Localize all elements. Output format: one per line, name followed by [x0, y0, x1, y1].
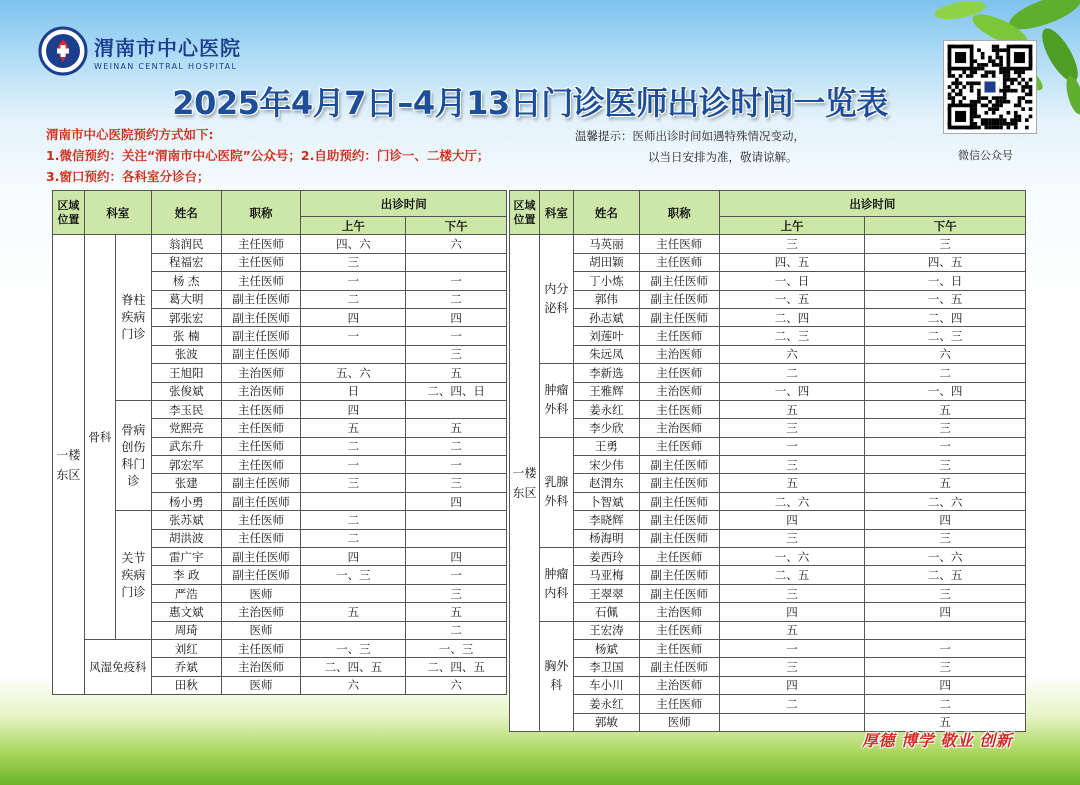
morning-schedule: 日 — [301, 382, 406, 400]
subspecialty-cell: 骨病创伤科门诊 — [115, 400, 151, 510]
doctor-title: 主任医师 — [639, 235, 719, 253]
area-cell: 一楼东区 — [53, 235, 85, 695]
morning-schedule: 三 — [719, 584, 865, 602]
header-time: 出诊时间 — [719, 191, 1025, 217]
doctor-name: 刘莲叶 — [573, 327, 639, 345]
morning-schedule: 一、三 — [301, 639, 406, 657]
appointment-info — [46, 124, 489, 187]
morning-schedule: 二 — [301, 437, 406, 455]
table-row — [510, 603, 1026, 621]
table-row — [510, 676, 1026, 694]
qr-code-label: 微信公众号 — [958, 149, 1013, 162]
morning-schedule: 二、六 — [719, 492, 865, 510]
doctor-title: 主治医师 — [639, 345, 719, 363]
doctor-name: 杨小勇 — [151, 492, 221, 510]
afternoon-schedule: 五 — [865, 713, 1026, 731]
schedule-table-right — [509, 190, 1026, 732]
table-row — [510, 235, 1026, 253]
doctor-name: 郭伟 — [573, 290, 639, 308]
table-row — [510, 345, 1026, 363]
afternoon-schedule: 三 — [865, 658, 1026, 676]
header-dept: 科室 — [539, 191, 573, 235]
morning-schedule: 二 — [301, 511, 406, 529]
morning-schedule: 二、四、五 — [301, 658, 406, 676]
doctor-name: 张俊斌 — [151, 382, 221, 400]
afternoon-schedule: 三 — [865, 235, 1026, 253]
doctor-name: 葛大明 — [151, 290, 221, 308]
table-row — [510, 253, 1026, 271]
dept-cell: 乳腺外科 — [539, 437, 573, 547]
afternoon-schedule: 一、六 — [865, 548, 1026, 566]
doctor-name: 程福宏 — [151, 253, 221, 271]
doctor-name: 石佩 — [573, 603, 639, 621]
header-time: 出诊时间 — [301, 191, 507, 217]
header-title: 职称 — [221, 191, 301, 235]
doctor-title: 主任医师 — [221, 272, 301, 290]
dept-cell: 风湿免疫科 — [84, 639, 151, 694]
doctor-title: 副主任医师 — [639, 511, 719, 529]
area-cell: 一楼东区 — [510, 235, 540, 732]
morning-schedule: 二 — [301, 529, 406, 547]
doctor-title: 主治医师 — [639, 676, 719, 694]
table-row — [510, 474, 1026, 492]
doctor-title: 主任医师 — [639, 364, 719, 382]
doctor-title: 主任医师 — [639, 695, 719, 713]
afternoon-schedule: 一 — [406, 566, 507, 584]
morning-schedule: 五、六 — [301, 364, 406, 382]
afternoon-schedule: 五 — [865, 400, 1026, 418]
doctor-title: 主任医师 — [221, 529, 301, 547]
table-row — [510, 382, 1026, 400]
header-name: 姓名 — [573, 191, 639, 235]
morning-schedule: 五 — [719, 474, 865, 492]
doctor-title: 副主任医师 — [639, 566, 719, 584]
morning-schedule: 五 — [301, 603, 406, 621]
table-row — [510, 695, 1026, 713]
morning-schedule: 二、三 — [719, 327, 865, 345]
table-row — [510, 621, 1026, 639]
morning-schedule: 二 — [719, 695, 865, 713]
doctor-name: 张建 — [151, 474, 221, 492]
morning-schedule — [301, 492, 406, 510]
morning-schedule: 一 — [301, 272, 406, 290]
dept-cell: 肿瘤外科 — [539, 364, 573, 438]
doctor-title: 主治医师 — [221, 382, 301, 400]
doctor-title: 主治医师 — [639, 382, 719, 400]
morning-schedule: 四 — [719, 511, 865, 529]
table-row — [510, 308, 1026, 326]
afternoon-schedule: 二 — [865, 364, 1026, 382]
notice-line-2: 以当日安排为准，敬请谅解。 — [648, 150, 798, 164]
afternoon-schedule: 五 — [406, 364, 507, 382]
notice — [575, 126, 805, 168]
doctor-title: 副主任医师 — [639, 492, 719, 510]
afternoon-schedule: 二、三 — [865, 327, 1026, 345]
doctor-title: 主任医师 — [221, 639, 301, 657]
morning-schedule: 一、日 — [719, 272, 865, 290]
doctor-name: 胡洪波 — [151, 529, 221, 547]
appointment-line-2: 3.窗口预约：各科室分诊台； — [46, 169, 210, 184]
doctor-title: 主任医师 — [221, 235, 301, 253]
doctor-title: 主任医师 — [639, 253, 719, 271]
doctor-name: 卜智斌 — [573, 492, 639, 510]
doctor-name: 李卫国 — [573, 658, 639, 676]
doctor-title: 副主任医师 — [221, 308, 301, 326]
table-row — [53, 235, 507, 253]
doctor-title: 主任医师 — [639, 621, 719, 639]
doctor-name: 武东升 — [151, 437, 221, 455]
table-row — [510, 364, 1026, 382]
table-row — [510, 566, 1026, 584]
morning-schedule: 一 — [719, 437, 865, 455]
morning-schedule: 四 — [301, 548, 406, 566]
doctor-name: 姜永红 — [573, 400, 639, 418]
doctor-title: 副主任医师 — [639, 658, 719, 676]
header-am: 上午 — [301, 217, 406, 235]
subspecialty-cell: 关节疾病门诊 — [115, 511, 151, 640]
morning-schedule: 四 — [719, 603, 865, 621]
morning-schedule: 二、五 — [719, 566, 865, 584]
morning-schedule: 一、五 — [719, 290, 865, 308]
morning-schedule: 三 — [719, 419, 865, 437]
doctor-name: 党熙亮 — [151, 419, 221, 437]
appointment-line-1: 1.微信预约：关注“渭南市中心医院”公众号；2.自助预约：门诊一、二楼大厅； — [46, 148, 490, 163]
afternoon-schedule: 一 — [406, 327, 507, 345]
table-row — [510, 327, 1026, 345]
doctor-name: 朱远凤 — [573, 345, 639, 363]
doctor-title: 副主任医师 — [639, 584, 719, 602]
doctor-title: 主任医师 — [221, 437, 301, 455]
morning-schedule — [301, 584, 406, 602]
afternoon-schedule: 一、五 — [865, 290, 1026, 308]
doctor-name: 乔斌 — [151, 658, 221, 676]
doctor-title: 副主任医师 — [639, 529, 719, 547]
doctor-name: 车小川 — [573, 676, 639, 694]
schedule-table-left — [52, 190, 507, 695]
table-row — [53, 639, 507, 657]
doctor-name: 杨 杰 — [151, 272, 221, 290]
table-row — [510, 437, 1026, 455]
afternoon-schedule: 一 — [865, 639, 1026, 657]
afternoon-schedule: 六 — [406, 235, 507, 253]
doctor-name: 郭敏 — [573, 713, 639, 731]
doctor-name: 马亚梅 — [573, 566, 639, 584]
afternoon-schedule: 一、三 — [406, 639, 507, 657]
header-pm: 下午 — [865, 217, 1026, 235]
subspecialty-cell: 脊柱疾病门诊 — [115, 235, 151, 401]
doctor-name: 张波 — [151, 345, 221, 363]
afternoon-schedule: 四 — [406, 548, 507, 566]
header-area: 区域位置 — [53, 191, 85, 235]
morning-schedule: 一 — [301, 456, 406, 474]
doctor-name: 李晓辉 — [573, 511, 639, 529]
doctor-title: 主任医师 — [221, 400, 301, 418]
doctor-name: 宋少伟 — [573, 456, 639, 474]
afternoon-schedule: 二 — [406, 290, 507, 308]
morning-schedule: 三 — [719, 529, 865, 547]
morning-schedule: 四、五 — [719, 253, 865, 271]
doctor-title: 副主任医师 — [221, 327, 301, 345]
morning-schedule: 二、四 — [719, 308, 865, 326]
afternoon-schedule: 三 — [865, 584, 1026, 602]
doctor-title: 主任医师 — [639, 548, 719, 566]
doctor-title: 副主任医师 — [221, 492, 301, 510]
morning-schedule: 五 — [719, 621, 865, 639]
doctor-title: 副主任医师 — [639, 456, 719, 474]
doctor-name: 惠文斌 — [151, 603, 221, 621]
afternoon-schedule: 四 — [865, 603, 1026, 621]
table-row — [510, 548, 1026, 566]
morning-schedule: 一、四 — [719, 382, 865, 400]
doctor-name: 张苏斌 — [151, 511, 221, 529]
table-row — [510, 492, 1026, 510]
doctor-title: 主治医师 — [221, 603, 301, 621]
header-pm: 下午 — [406, 217, 507, 235]
afternoon-schedule — [406, 253, 507, 271]
doctor-title: 医师 — [221, 676, 301, 694]
header-area: 区域位置 — [510, 191, 540, 235]
morning-schedule: 三 — [719, 235, 865, 253]
table-row — [510, 419, 1026, 437]
header-dept: 科室 — [84, 191, 151, 235]
afternoon-schedule: 三 — [406, 474, 507, 492]
doctor-title: 主治医师 — [221, 364, 301, 382]
doctor-title: 主任医师 — [639, 639, 719, 657]
doctor-title: 主治医师 — [639, 603, 719, 621]
afternoon-schedule: 六 — [865, 345, 1026, 363]
morning-schedule: 三 — [719, 658, 865, 676]
doctor-name: 王勇 — [573, 437, 639, 455]
header-name: 姓名 — [151, 191, 221, 235]
morning-schedule: 四 — [301, 400, 406, 418]
doctor-name: 张 楠 — [151, 327, 221, 345]
afternoon-schedule — [406, 400, 507, 418]
afternoon-schedule — [865, 621, 1026, 639]
doctor-title: 主任医师 — [221, 456, 301, 474]
dept-cell: 肿瘤内科 — [539, 548, 573, 622]
hospital-motto: 厚德 博学 敬业 创新 — [862, 731, 1013, 750]
doctor-title: 副主任医师 — [639, 290, 719, 308]
doctor-name: 周琦 — [151, 621, 221, 639]
doctor-name: 丁小炼 — [573, 272, 639, 290]
doctor-name: 胡田颖 — [573, 253, 639, 271]
afternoon-schedule: 三 — [865, 419, 1026, 437]
notice-line-1: 温馨提示：医师出诊时间如遇特殊情况变动， — [575, 129, 805, 143]
afternoon-schedule: 二、四 — [865, 308, 1026, 326]
doctor-name: 赵渭东 — [573, 474, 639, 492]
doctor-name: 王雅辉 — [573, 382, 639, 400]
dept-cell: 骨科 — [84, 235, 115, 640]
morning-schedule: 三 — [719, 456, 865, 474]
afternoon-schedule: 三 — [865, 529, 1026, 547]
morning-schedule: 四 — [719, 676, 865, 694]
doctor-name: 姜西玲 — [573, 548, 639, 566]
afternoon-schedule: 五 — [406, 603, 507, 621]
doctor-name: 雷广宇 — [151, 548, 221, 566]
doctor-name: 李玉民 — [151, 400, 221, 418]
doctor-title: 主治医师 — [221, 658, 301, 676]
doctor-name: 李 政 — [151, 566, 221, 584]
table-row — [510, 290, 1026, 308]
doctor-name: 王旭阳 — [151, 364, 221, 382]
hospital-name-en: WEINAN CENTRAL HOSPITAL — [94, 61, 238, 71]
morning-schedule: 二 — [719, 364, 865, 382]
morning-schedule: 六 — [719, 345, 865, 363]
doctor-title: 医师 — [221, 584, 301, 602]
doctor-title: 副主任医师 — [221, 290, 301, 308]
doctor-title: 副主任医师 — [221, 548, 301, 566]
doctor-title: 副主任医师 — [639, 308, 719, 326]
table-row — [510, 529, 1026, 547]
afternoon-schedule: 五 — [865, 474, 1026, 492]
doctor-name: 严浩 — [151, 584, 221, 602]
doctor-name: 王宏涛 — [573, 621, 639, 639]
morning-schedule: 二 — [301, 290, 406, 308]
doctor-title: 主任医师 — [639, 327, 719, 345]
afternoon-schedule — [406, 511, 507, 529]
header-am: 上午 — [719, 217, 865, 235]
hospital-name-cn: 渭南市中心医院 — [94, 35, 241, 60]
afternoon-schedule: 二 — [406, 437, 507, 455]
table-row — [53, 400, 507, 418]
doctor-name: 孙志斌 — [573, 308, 639, 326]
afternoon-schedule: 四 — [406, 492, 507, 510]
morning-schedule: 五 — [719, 400, 865, 418]
doctor-name: 姜永红 — [573, 695, 639, 713]
doctor-title: 主任医师 — [221, 419, 301, 437]
doctor-name: 杨斌 — [573, 639, 639, 657]
afternoon-schedule: 二、五 — [865, 566, 1026, 584]
afternoon-schedule: 四 — [865, 676, 1026, 694]
dept-cell: 内分泌科 — [539, 235, 573, 364]
morning-schedule: 一 — [719, 639, 865, 657]
morning-schedule: 四 — [301, 308, 406, 326]
doctor-name: 郭宏军 — [151, 456, 221, 474]
morning-schedule — [301, 345, 406, 363]
afternoon-schedule: 四 — [865, 511, 1026, 529]
table-row — [510, 272, 1026, 290]
afternoon-schedule: 三 — [406, 584, 507, 602]
morning-schedule: 一、六 — [719, 548, 865, 566]
doctor-name: 李少欣 — [573, 419, 639, 437]
page-title: 2025年4月7日–4月13日门诊医师出诊时间一览表 — [172, 84, 888, 122]
afternoon-schedule: 二、四、日 — [406, 382, 507, 400]
morning-schedule: 四、六 — [301, 235, 406, 253]
afternoon-schedule: 一、日 — [865, 272, 1026, 290]
morning-schedule — [301, 621, 406, 639]
hospital-emblem-icon — [38, 26, 88, 76]
afternoon-schedule: 三 — [406, 345, 507, 363]
morning-schedule: 三 — [301, 474, 406, 492]
doctor-title: 主任医师 — [221, 511, 301, 529]
afternoon-schedule: 四、五 — [865, 253, 1026, 271]
afternoon-schedule: 二、四、五 — [406, 658, 507, 676]
table-row — [510, 639, 1026, 657]
table-row — [510, 511, 1026, 529]
afternoon-schedule: 六 — [406, 676, 507, 694]
morning-schedule — [719, 713, 865, 731]
table-row — [510, 584, 1026, 602]
appointment-heading: 渭南市中心医院预约方式如下: — [46, 127, 214, 142]
table-row — [510, 456, 1026, 474]
doctor-title: 副主任医师 — [221, 566, 301, 584]
afternoon-schedule: 一 — [406, 272, 507, 290]
doctor-name: 王翠翠 — [573, 584, 639, 602]
afternoon-schedule: 一 — [406, 456, 507, 474]
afternoon-schedule: 三 — [865, 456, 1026, 474]
doctor-title: 副主任医师 — [221, 345, 301, 363]
table-row — [510, 658, 1026, 676]
morning-schedule: 一 — [301, 327, 406, 345]
header-title: 职称 — [639, 191, 719, 235]
doctor-title: 主任医师 — [639, 400, 719, 418]
afternoon-schedule — [406, 529, 507, 547]
doctor-title: 副主任医师 — [639, 474, 719, 492]
doctor-name: 杨海明 — [573, 529, 639, 547]
doctor-title: 主任医师 — [221, 253, 301, 271]
morning-schedule: 六 — [301, 676, 406, 694]
doctor-title: 医师 — [639, 713, 719, 731]
afternoon-schedule: 四 — [406, 308, 507, 326]
doctor-name: 李新选 — [573, 364, 639, 382]
qr-code-icon[interactable] — [943, 40, 1037, 134]
doctor-name: 田秋 — [151, 676, 221, 694]
morning-schedule: 一、三 — [301, 566, 406, 584]
morning-schedule: 三 — [301, 253, 406, 271]
dept-cell: 胸外科 — [539, 621, 573, 731]
morning-schedule: 五 — [301, 419, 406, 437]
doctor-name: 刘红 — [151, 639, 221, 657]
table-row — [510, 400, 1026, 418]
afternoon-schedule: 二 — [865, 695, 1026, 713]
afternoon-schedule: 一 — [865, 437, 1026, 455]
doctor-title: 副主任医师 — [639, 272, 719, 290]
afternoon-schedule: 一、四 — [865, 382, 1026, 400]
afternoon-schedule: 二 — [406, 621, 507, 639]
afternoon-schedule: 二、六 — [865, 492, 1026, 510]
doctor-name: 郭张宏 — [151, 308, 221, 326]
afternoon-schedule: 五 — [406, 419, 507, 437]
hospital-logo — [38, 26, 241, 76]
doctor-title: 医师 — [221, 621, 301, 639]
doctor-title: 主治医师 — [639, 419, 719, 437]
doctor-name: 马英丽 — [573, 235, 639, 253]
doctor-title: 副主任医师 — [221, 474, 301, 492]
doctor-name: 翁润民 — [151, 235, 221, 253]
doctor-title: 主任医师 — [639, 437, 719, 455]
table-row — [53, 511, 507, 529]
